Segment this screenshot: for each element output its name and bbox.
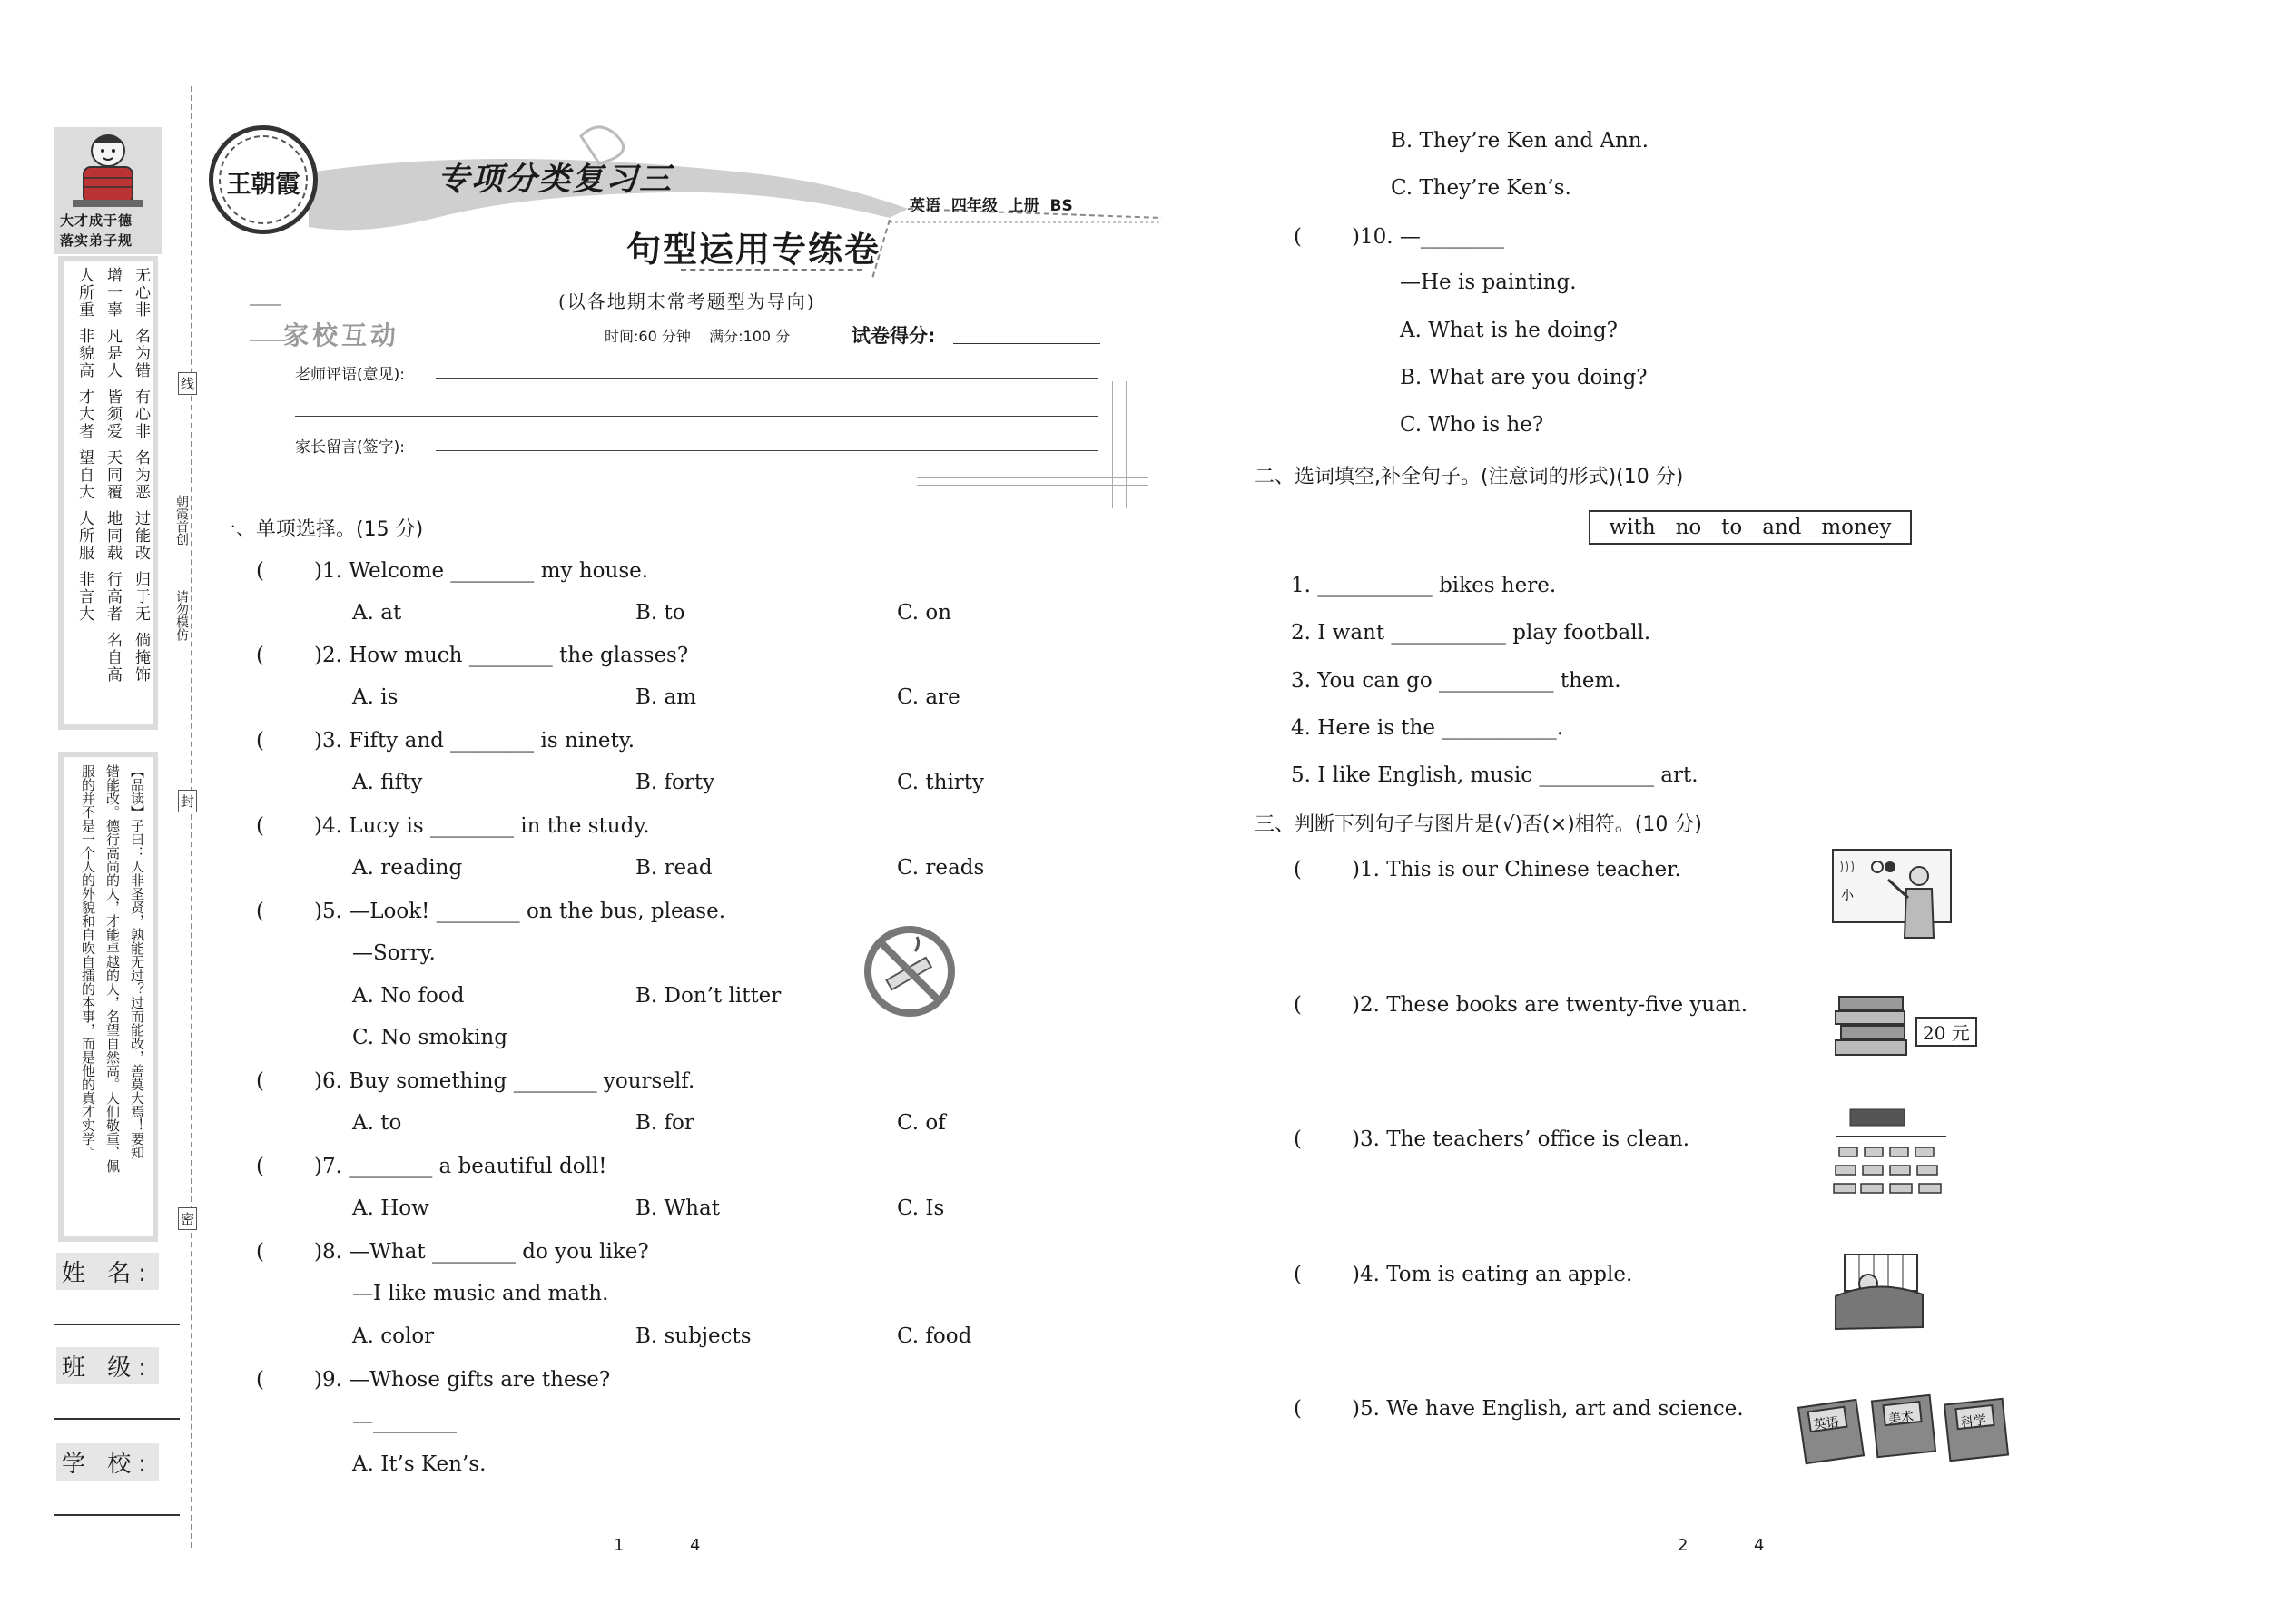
q3-opt-b: B. forty [635, 771, 715, 794]
q5-opt-c: C. No smoking [352, 1026, 507, 1049]
p2-item-1[interactable]: 1. ___________ bikes here. [1291, 574, 1557, 597]
poem-col: 倘掩饰 [132, 632, 150, 684]
q10-opt-c: C. Who is he? [1400, 413, 1544, 437]
pindu-box [58, 752, 158, 1242]
poem-col: 皆须爱 [103, 389, 122, 440]
q10-opt-a: A. What is he doing? [1400, 319, 1618, 342]
book-label-science: 科学 [1960, 1412, 1987, 1431]
poem-col: 地同载 [103, 510, 122, 562]
poem-col: 无心非 [132, 267, 150, 319]
answer-bracket[interactable]: ( [256, 1240, 264, 1264]
page-num-right-2: 4 [1754, 1536, 1765, 1555]
q8-stem: ( )8. —What ________ do you like? [256, 1240, 649, 1264]
answer-bracket[interactable]: ( [1294, 858, 1302, 881]
page-num-left-1: 1 [614, 1536, 625, 1555]
poem-col: 非貌高 [75, 328, 94, 379]
parent-comment-field[interactable] [436, 450, 1098, 451]
answer-bracket[interactable]: ( [256, 814, 264, 838]
q4-stem: ( )4. Lucy is ________ in the study. [256, 814, 650, 838]
cut-mark-mi: 密 [178, 1207, 197, 1230]
messy-office-picture [1832, 1100, 1950, 1202]
poem-box [58, 256, 158, 730]
q6-opt-c: C. of [897, 1111, 946, 1135]
poem-col: 归于无 [132, 571, 150, 623]
p3-item-2: ( )2. These books are twenty-five yuan. [1294, 993, 1748, 1017]
q5-opt-b: B. Don’t litter [635, 984, 782, 1008]
q9-opt-b: B. They’re Ken and Ann. [1391, 129, 1649, 153]
scholar-cartoon-icon [67, 131, 149, 211]
class-label: 班 级: [56, 1347, 159, 1384]
motto-line-1: 大才成于德 [60, 212, 133, 229]
pindu-col-3: 服的并不是一个人的外貌和自吹自擂的本事，而是他的真才实学。 [80, 764, 96, 1159]
part1-title: 一、单项选择。(15 分) [216, 518, 424, 541]
school-field[interactable] [54, 1514, 180, 1516]
q7-opt-a: A. How [352, 1196, 429, 1220]
answer-bracket[interactable]: ( [256, 1368, 264, 1392]
q9-opt-c: C. They’re Ken’s. [1391, 176, 1571, 200]
answer-bracket[interactable]: ( [1294, 993, 1302, 1017]
brand-logo [209, 125, 318, 234]
answer-bracket[interactable]: ( [1294, 1127, 1302, 1151]
chinese-teacher-picture [1832, 849, 1952, 940]
q10-opt-b: B. What are you doing? [1400, 366, 1648, 389]
q6-stem: ( )6. Buy something ________ yourself. [256, 1069, 695, 1093]
sidebar-top-box [54, 127, 162, 254]
school-label: 学 校: [56, 1443, 159, 1481]
poem-col: 增一辜 [103, 267, 122, 319]
main-title: 句型运用专练卷 [626, 229, 881, 270]
q3-opt-c: C. thirty [897, 771, 985, 794]
poem-col: 人所服 [75, 510, 94, 562]
cut-mark-xian: 线 [178, 372, 197, 395]
score-label: 试卷得分: [852, 325, 936, 347]
q2-opt-c: C. are [897, 685, 960, 709]
jiaxiao-bottom-rule [917, 477, 1148, 478]
jiaxiao-frame [250, 304, 281, 306]
word-bank: with no to and money [1589, 510, 1912, 545]
q4-opt-c: C. reads [897, 856, 985, 880]
subtitle: (以各地期末常考题型为导向) [558, 290, 816, 312]
answer-bracket[interactable]: ( [256, 900, 264, 923]
q8-opt-c: C. food [897, 1324, 972, 1348]
answer-bracket[interactable]: ( [1294, 1397, 1302, 1421]
board-text: 小 [1841, 889, 1854, 903]
poem-col: 望自大 [75, 449, 94, 501]
subject-books-picture [1793, 1389, 2020, 1471]
book-label-english: 英语 [1812, 1414, 1840, 1433]
p2-item-2[interactable]: 2. I want ___________ play football. [1291, 621, 1651, 645]
p2-item-5[interactable]: 5. I like English, music ___________ art. [1291, 763, 1698, 787]
poem-col: 过能改 [132, 510, 150, 562]
poem-col: 才大者 [75, 389, 94, 440]
p3-item-4: ( )4. Tom is eating an apple. [1294, 1263, 1633, 1286]
answer-bracket[interactable]: ( [256, 644, 264, 667]
title-underline [681, 269, 862, 271]
poem-col: 人所重 [75, 267, 94, 319]
q2-opt-a: A. is [352, 685, 399, 709]
series-title: 专项分类复习三 [438, 162, 674, 198]
parent-comment-label: 家长留言(签字): [295, 438, 405, 457]
motto-line-2: 落实弟子规 [60, 232, 133, 249]
part2-title: 二、选词填空,补全句子。(注意词的形式)(10 分) [1255, 466, 1684, 488]
score-field[interactable] [953, 343, 1100, 344]
part3-title: 三、判断下列句子与图片是(√)否(×)相符。(10 分) [1255, 813, 1702, 836]
q1-opt-c: C. on [897, 601, 952, 625]
jiaxiao-label: 家校互动 [283, 320, 400, 350]
q9-stem: ( )9. —Whose gifts are these? [256, 1368, 611, 1392]
q10-stem: ( )10. —________ [1294, 225, 1504, 249]
page-num-left-2: 4 [690, 1536, 701, 1555]
jiaxiao-line [250, 340, 286, 341]
poem-col: 名自高 [103, 632, 122, 684]
warning-col-2: 请勿模仿 [174, 590, 189, 641]
jiaxiao-side-rule-2 [1126, 381, 1127, 508]
q2-opt-b: B. am [635, 685, 697, 709]
page-num-right-1: 2 [1678, 1536, 1689, 1555]
q7-opt-c: C. Is [897, 1196, 945, 1220]
price-tag: 20 元 [1915, 1017, 1977, 1047]
q10-reply: —He is painting. [1400, 271, 1577, 294]
jiaxiao-side-rule [1112, 381, 1113, 508]
answer-bracket[interactable]: ( [256, 1069, 264, 1093]
q1-opt-a: A. at [352, 601, 402, 625]
q4-opt-a: A. reading [352, 856, 463, 880]
poem-col: 凡是人 [103, 328, 122, 379]
warning-col-1: 朝霞首创 [174, 495, 189, 546]
q3-stem: ( )3. Fifty and ________ is ninety. [256, 729, 635, 753]
cut-line [191, 86, 192, 1548]
poem-col: 行高者 [103, 571, 122, 623]
q9-opt-a: A. It’s Ken’s. [352, 1452, 487, 1476]
q5-stem: ( )5. —Look! ________ on the bus, please. [256, 900, 726, 923]
books-stack-picture [1832, 991, 1915, 1060]
q8-reply: —I like music and math. [352, 1282, 609, 1305]
q8-opt-b: B. subjects [635, 1324, 752, 1348]
poem-col: 名为恶 [132, 449, 150, 501]
book-label-art: 美术 [1887, 1409, 1915, 1427]
poem-col: 名为错 [132, 328, 150, 379]
q1-stem: ( )1. Welcome ________ my house. [256, 559, 649, 583]
q3-opt-a: A. fifty [352, 771, 423, 794]
teacher-comment-field[interactable] [436, 378, 1098, 379]
poem-columns [65, 267, 153, 721]
pindu-col-1: 【品读】子曰：人非圣贤，孰能无过？过而能改，善莫大焉！要知 [129, 764, 145, 1159]
q6-opt-b: B. for [635, 1111, 694, 1135]
class-field[interactable] [54, 1418, 180, 1420]
pindu-col-2: 错能改。德行高尚的人，才能卓越的人，名望自然高。人们敬重、佩 [104, 764, 121, 1173]
p3-item-3: ( )3. The teachers’ office is clean. [1294, 1127, 1690, 1151]
logo-text: 王朝霞 [226, 171, 300, 199]
teacher-comment-label: 老师评语(意见): [295, 366, 405, 384]
q5-opt-a: A. No food [352, 984, 465, 1008]
q9-reply: —________ [352, 1410, 457, 1433]
poem-col: 有心非 [132, 389, 150, 440]
poem-col: 天同覆 [103, 449, 122, 501]
sidebar [54, 127, 163, 1253]
answer-bracket[interactable]: ( [1294, 225, 1302, 249]
teacher-comment-field-2[interactable] [295, 416, 1098, 417]
q7-opt-b: B. What [635, 1196, 720, 1220]
name-field[interactable] [54, 1324, 180, 1325]
no-smoking-icon [862, 924, 957, 1019]
q5-reply: —Sorry. [352, 941, 436, 965]
cut-mark-feng: 封 [178, 790, 197, 812]
answer-bracket[interactable]: ( [256, 729, 264, 753]
p3-item-1: ( )1. This is our Chinese teacher. [1294, 858, 1681, 881]
subject-info: 英语 四年级 上册 BS [910, 197, 1073, 215]
name-label: 姓 名: [56, 1253, 159, 1290]
p2-item-4[interactable]: 4. Here is the ___________. [1291, 716, 1564, 740]
q6-opt-a: A. to [352, 1111, 402, 1135]
jiaxiao-bottom-rule-2 [917, 485, 1148, 486]
q1-opt-b: B. to [635, 601, 685, 625]
p3-item-5: ( )5. We have English, art and science. [1294, 1397, 1744, 1421]
q2-stem: ( )2. How much ________ the glasses? [256, 644, 689, 667]
answer-bracket[interactable]: ( [1294, 1263, 1302, 1286]
q8-opt-a: A. color [352, 1324, 435, 1348]
answer-bracket[interactable]: ( [256, 559, 264, 583]
answer-bracket[interactable]: ( [256, 1155, 264, 1178]
poem-col: 非言大 [75, 571, 94, 623]
time-info: 时间:60 分钟 满分:100 分 [605, 328, 791, 345]
q7-stem: ( )7. ________ a beautiful doll! [256, 1155, 607, 1178]
q4-opt-b: B. read [635, 856, 713, 880]
boy-in-bed-picture [1832, 1251, 1926, 1334]
p2-item-3[interactable]: 3. You can go ___________ them. [1291, 669, 1621, 693]
